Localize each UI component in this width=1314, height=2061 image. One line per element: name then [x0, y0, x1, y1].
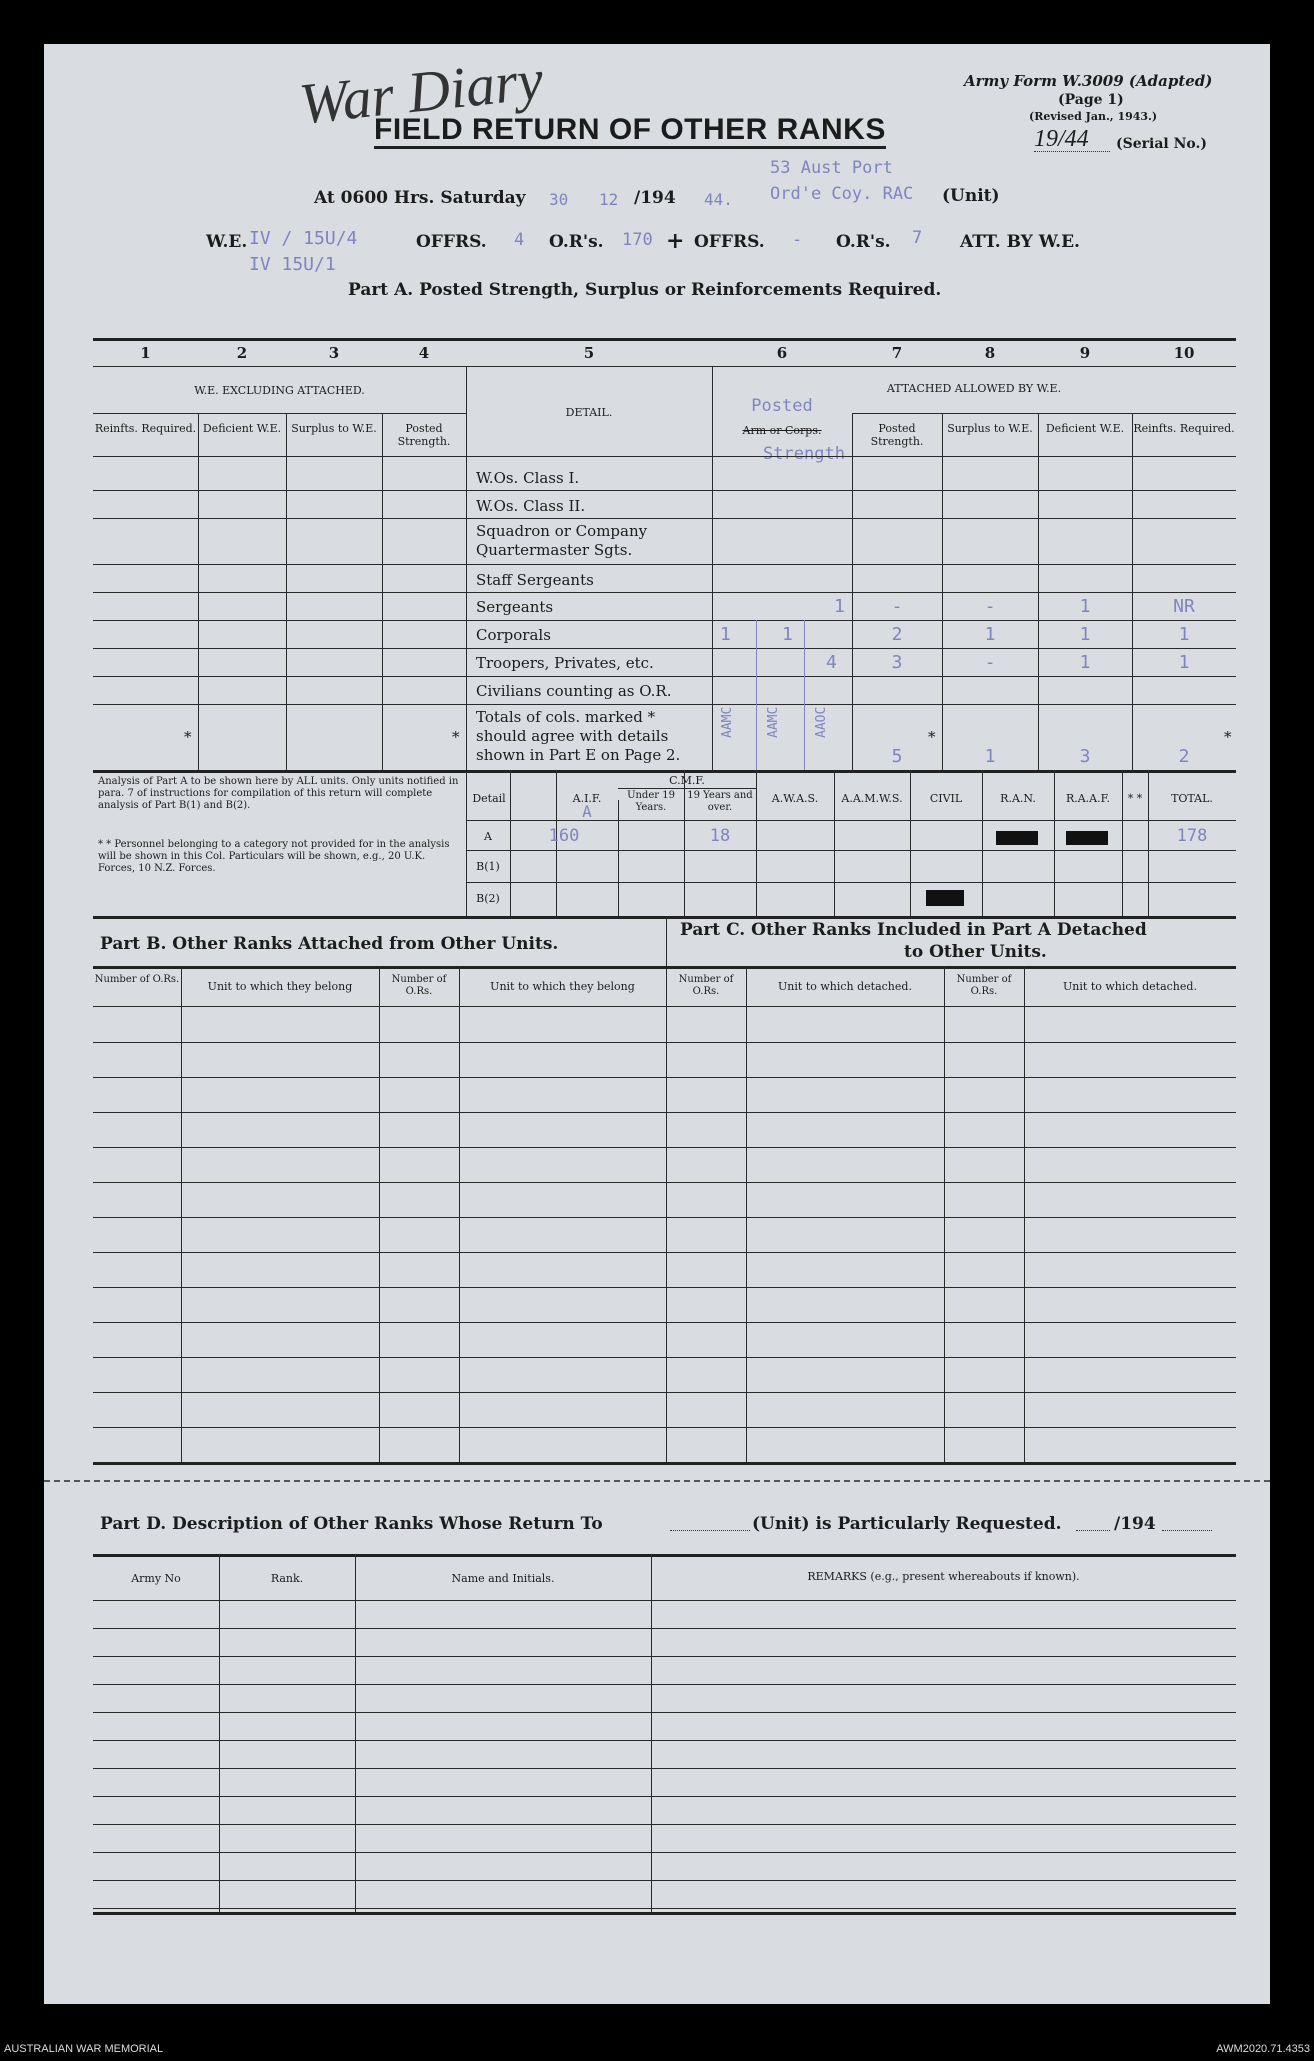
handwritten-note: War Diary — [296, 46, 547, 137]
header-reinfts: Reinfts. Required. — [94, 422, 197, 435]
star-mark: * — [452, 728, 460, 746]
blank-row-line — [93, 1628, 1236, 1629]
col-number: 3 — [328, 344, 340, 362]
cmf-over-value: 18 — [709, 826, 731, 846]
header-arm-corps: Arm or Corps. — [742, 424, 822, 437]
analysis-note-2: * * Personnel belonging to a category not provided for in the analysis will be shown in this Col. Particulars will be shown, e.g., 20 U.K. Forces, 10 N.Z. Forces. — [98, 839, 450, 874]
unit-label: (Unit) — [942, 186, 1000, 206]
b-unit-header: Unit to which they belong — [207, 980, 353, 993]
analysis-note-1: Analysis of Part A to be shown here by ALL units. Only units notified in para. 7 of instructions for compilation of this return will complete analysis of Part B(1) and B(2). — [98, 776, 459, 811]
other-header: * * — [1127, 792, 1143, 805]
part-d-title-b: (Unit) is Particularly Requested. — [752, 1514, 1062, 1534]
detail-row-label: Sergeants — [476, 598, 554, 616]
part-b-title: Part B. Other Ranks Attached from Other Units. — [100, 934, 559, 954]
total-header: TOTAL. — [1171, 792, 1213, 805]
aamws-header: A.A.M.W.S. — [841, 792, 903, 805]
b-num-header: Number of O.Rs. — [94, 974, 180, 985]
header-posted-att: Posted Strength. — [870, 422, 924, 448]
col-number: 10 — [1173, 344, 1195, 362]
form-id: Army Form W.3009 (Adapted) — [964, 72, 1213, 90]
c-unit-header: Unit to which detached. — [1063, 980, 1197, 993]
blank-row-line — [93, 1684, 1236, 1685]
ors2-value: 7 — [912, 228, 923, 248]
header-reinfts-att: Reinfts. Required. — [1133, 422, 1235, 435]
group-header-right: ATTACHED ALLOWED BY W.E. — [886, 382, 1062, 395]
b-num-header: Number of O.Rs. — [391, 974, 447, 997]
entry: 4 — [826, 652, 837, 673]
entry: 1 — [720, 624, 731, 645]
form-title: FIELD RETURN OF OTHER RANKS — [374, 114, 886, 149]
year-blank-line — [1162, 1530, 1212, 1531]
blank-row-line — [93, 1427, 1236, 1428]
header-detail: DETAIL. — [565, 406, 613, 419]
star-mark: * — [928, 728, 936, 746]
blank-row-line — [93, 1656, 1236, 1657]
entry: 1 — [1178, 624, 1190, 645]
entry: - — [984, 652, 996, 673]
form-page: (Page 1) — [1058, 92, 1124, 108]
col-number: 4 — [418, 344, 430, 362]
footer-right: AWM2020.71.4353 — [1216, 2043, 1310, 2055]
d-rank-header: Rank. — [270, 1572, 304, 1585]
we-value-2: IV 15U/1 — [249, 254, 336, 275]
part-d-title: Part D. Description of Other Ranks Whose Return To — [100, 1514, 603, 1534]
blank-row-line — [93, 1392, 1236, 1393]
d-remarks-header: REMARKS (e.g., present whereabouts if known). — [807, 1570, 1080, 1583]
cmf-over-header: 19 Years and over. — [687, 790, 753, 813]
perforation-line — [44, 1480, 1270, 1482]
entry: 2 — [1178, 746, 1190, 767]
blank-row-line — [93, 1796, 1236, 1797]
entry: 1 — [782, 624, 793, 645]
blank-row-line — [93, 1880, 1236, 1881]
ors-label: O.R's. — [549, 232, 604, 252]
blank-row-line — [93, 1182, 1236, 1183]
detail-row-label: W.Os. Class I. — [476, 469, 580, 487]
unit-value-1: 53 Aust Port — [770, 158, 893, 178]
blank-row-line — [93, 1112, 1236, 1113]
d-name-header: Name and Initials. — [451, 1572, 555, 1585]
analysis-row-label: B(2) — [476, 892, 500, 905]
date-blank-line — [1076, 1530, 1110, 1531]
col-number: 8 — [984, 344, 996, 362]
part-c-title-2: to Other Units. — [904, 942, 1047, 962]
blank-row-line — [93, 1147, 1236, 1148]
we-value-1: IV / 15U/4 — [249, 228, 358, 249]
entry: AAMC — [720, 706, 735, 738]
detail-row-label: Civilians counting as O.R. — [476, 682, 672, 700]
col-number: 7 — [891, 344, 903, 362]
c6-typed-strength: Strength — [763, 444, 845, 464]
unit-blank-line — [670, 1530, 750, 1531]
entry: - — [891, 596, 903, 617]
at-hours-label: At 0600 Hrs. Saturday — [314, 188, 526, 208]
c-num-header: Number of O.Rs. — [956, 974, 1012, 997]
b-unit-header: Unit to which they belong — [490, 980, 635, 993]
att-label: ATT. BY W.E. — [960, 232, 1080, 252]
redaction — [996, 831, 1038, 845]
aif-header: A.I.F. — [572, 792, 602, 805]
redaction — [1066, 831, 1108, 845]
entry: 1 — [984, 746, 996, 767]
raaf-header: R.A.A.F. — [1065, 792, 1111, 805]
entry: 3 — [891, 652, 903, 673]
entry: NR — [1173, 596, 1195, 617]
offrs-value: 4 — [514, 230, 525, 250]
we-label: W.E. — [206, 232, 248, 252]
serial-label: (Serial No.) — [1116, 136, 1207, 152]
header-deficient: Deficient W.E. — [202, 422, 282, 435]
year-label: /194 — [634, 188, 676, 208]
plus-sign: + — [666, 228, 685, 254]
header-surplus-att: Surplus to W.E. — [947, 422, 1033, 435]
col-number: 5 — [583, 344, 595, 362]
entry: 1 — [834, 596, 845, 617]
blank-row-line — [93, 1042, 1236, 1043]
ors2-label: O.R's. — [836, 232, 891, 252]
cmf-under-header: Under 19 Years. — [627, 790, 675, 813]
serial-value: 19/44 — [1034, 126, 1089, 152]
blank-row-line — [93, 1712, 1236, 1713]
totals-detail: Totals of cols. marked * should agree with details shown in Part E on Page 2. — [476, 708, 681, 764]
entry: 5 — [891, 746, 903, 767]
aif-value: 160 — [548, 826, 580, 846]
star-mark: * — [184, 728, 192, 746]
col-number: 6 — [776, 344, 788, 362]
header-surplus: Surplus to W.E. — [291, 422, 377, 435]
blank-row-line — [93, 1322, 1236, 1323]
entry: 1 — [1178, 652, 1190, 673]
serial-line — [1034, 151, 1110, 152]
ors-value: 170 — [622, 230, 653, 250]
blank-row-line — [93, 1740, 1236, 1741]
detail-row-label: Staff Sergeants — [476, 571, 594, 589]
offrs-label: OFFRS. — [416, 232, 487, 252]
part-d-year: /194 — [1114, 1514, 1156, 1534]
col-number: 1 — [140, 344, 151, 362]
col-number: 2 — [236, 344, 248, 362]
col-number: 9 — [1079, 344, 1091, 362]
ran-header: R.A.N. — [1000, 792, 1036, 805]
offrs2-label: OFFRS. — [694, 232, 765, 252]
detail-row-label: Corporals — [476, 626, 551, 644]
entry: 1 — [1079, 596, 1091, 617]
c6-typed-posted: Posted — [751, 396, 813, 416]
blank-row-line — [93, 1287, 1236, 1288]
entry: 2 — [891, 624, 903, 645]
header-deficient-att: Deficient W.E. — [1045, 422, 1125, 435]
blank-row-line — [93, 1852, 1236, 1853]
entry: 1 — [1079, 624, 1091, 645]
c-num-header: Number of O.Rs. — [678, 974, 734, 997]
detail-row-label: Squadron or Company Quartermaster Sgts. — [476, 522, 648, 559]
civil-header: CIVIL — [929, 792, 963, 805]
blank-row-line — [93, 1768, 1236, 1769]
entry: AAMC — [766, 706, 781, 738]
group-header-left: W.E. EXCLUDING ATTACHED. — [194, 384, 365, 397]
footer-left: AUSTRALIAN WAR MEMORIAL — [4, 2043, 164, 2055]
part-c-title-1: Part C. Other Ranks Included in Part A Detached — [680, 920, 1147, 940]
entry: 1 — [1079, 652, 1091, 673]
date-day: 30 — [549, 190, 569, 209]
star-mark: * — [1224, 728, 1232, 746]
form-sheet — [44, 44, 1270, 2004]
entry: - — [984, 596, 996, 617]
form-revised: (Revised Jan., 1943.) — [1029, 110, 1158, 123]
cmf-header: C.M.F. — [669, 774, 705, 787]
part-a-title: Part A. Posted Strength, Surplus or Reinforcements Required. — [348, 280, 942, 300]
entry: 1 — [984, 624, 996, 645]
redaction — [926, 890, 964, 906]
awas-header: A.W.A.S. — [771, 792, 819, 805]
total-value: 178 — [1176, 826, 1208, 846]
detail-row-label: Troopers, Privates, etc. — [476, 654, 654, 672]
blank-row-line — [93, 1217, 1236, 1218]
blank-row-line — [93, 1252, 1236, 1253]
detail-row-label: W.Os. Class II. — [476, 497, 586, 515]
entry: 3 — [1079, 746, 1091, 767]
blank-row-line — [93, 1824, 1236, 1825]
detail-label: Detail — [472, 792, 506, 805]
aif-typed: A — [582, 802, 592, 821]
analysis-row-label: A — [484, 830, 492, 843]
unit-value-2: Ord'e Coy. RAC — [770, 184, 914, 204]
entry: AAOC — [814, 706, 829, 738]
date-month: 12 — [599, 190, 619, 209]
blank-row-line — [93, 1908, 1236, 1909]
blank-row-line — [93, 1077, 1236, 1078]
analysis-row-label: B(1) — [476, 860, 500, 873]
c-unit-header: Unit to which detached. — [778, 980, 912, 993]
d-army-header: Army No — [131, 1572, 181, 1585]
offrs2-value: - — [792, 230, 803, 250]
blank-row-line — [93, 1357, 1236, 1358]
year-value: 44. — [704, 190, 733, 209]
header-posted: Posted Strength. — [397, 422, 451, 448]
